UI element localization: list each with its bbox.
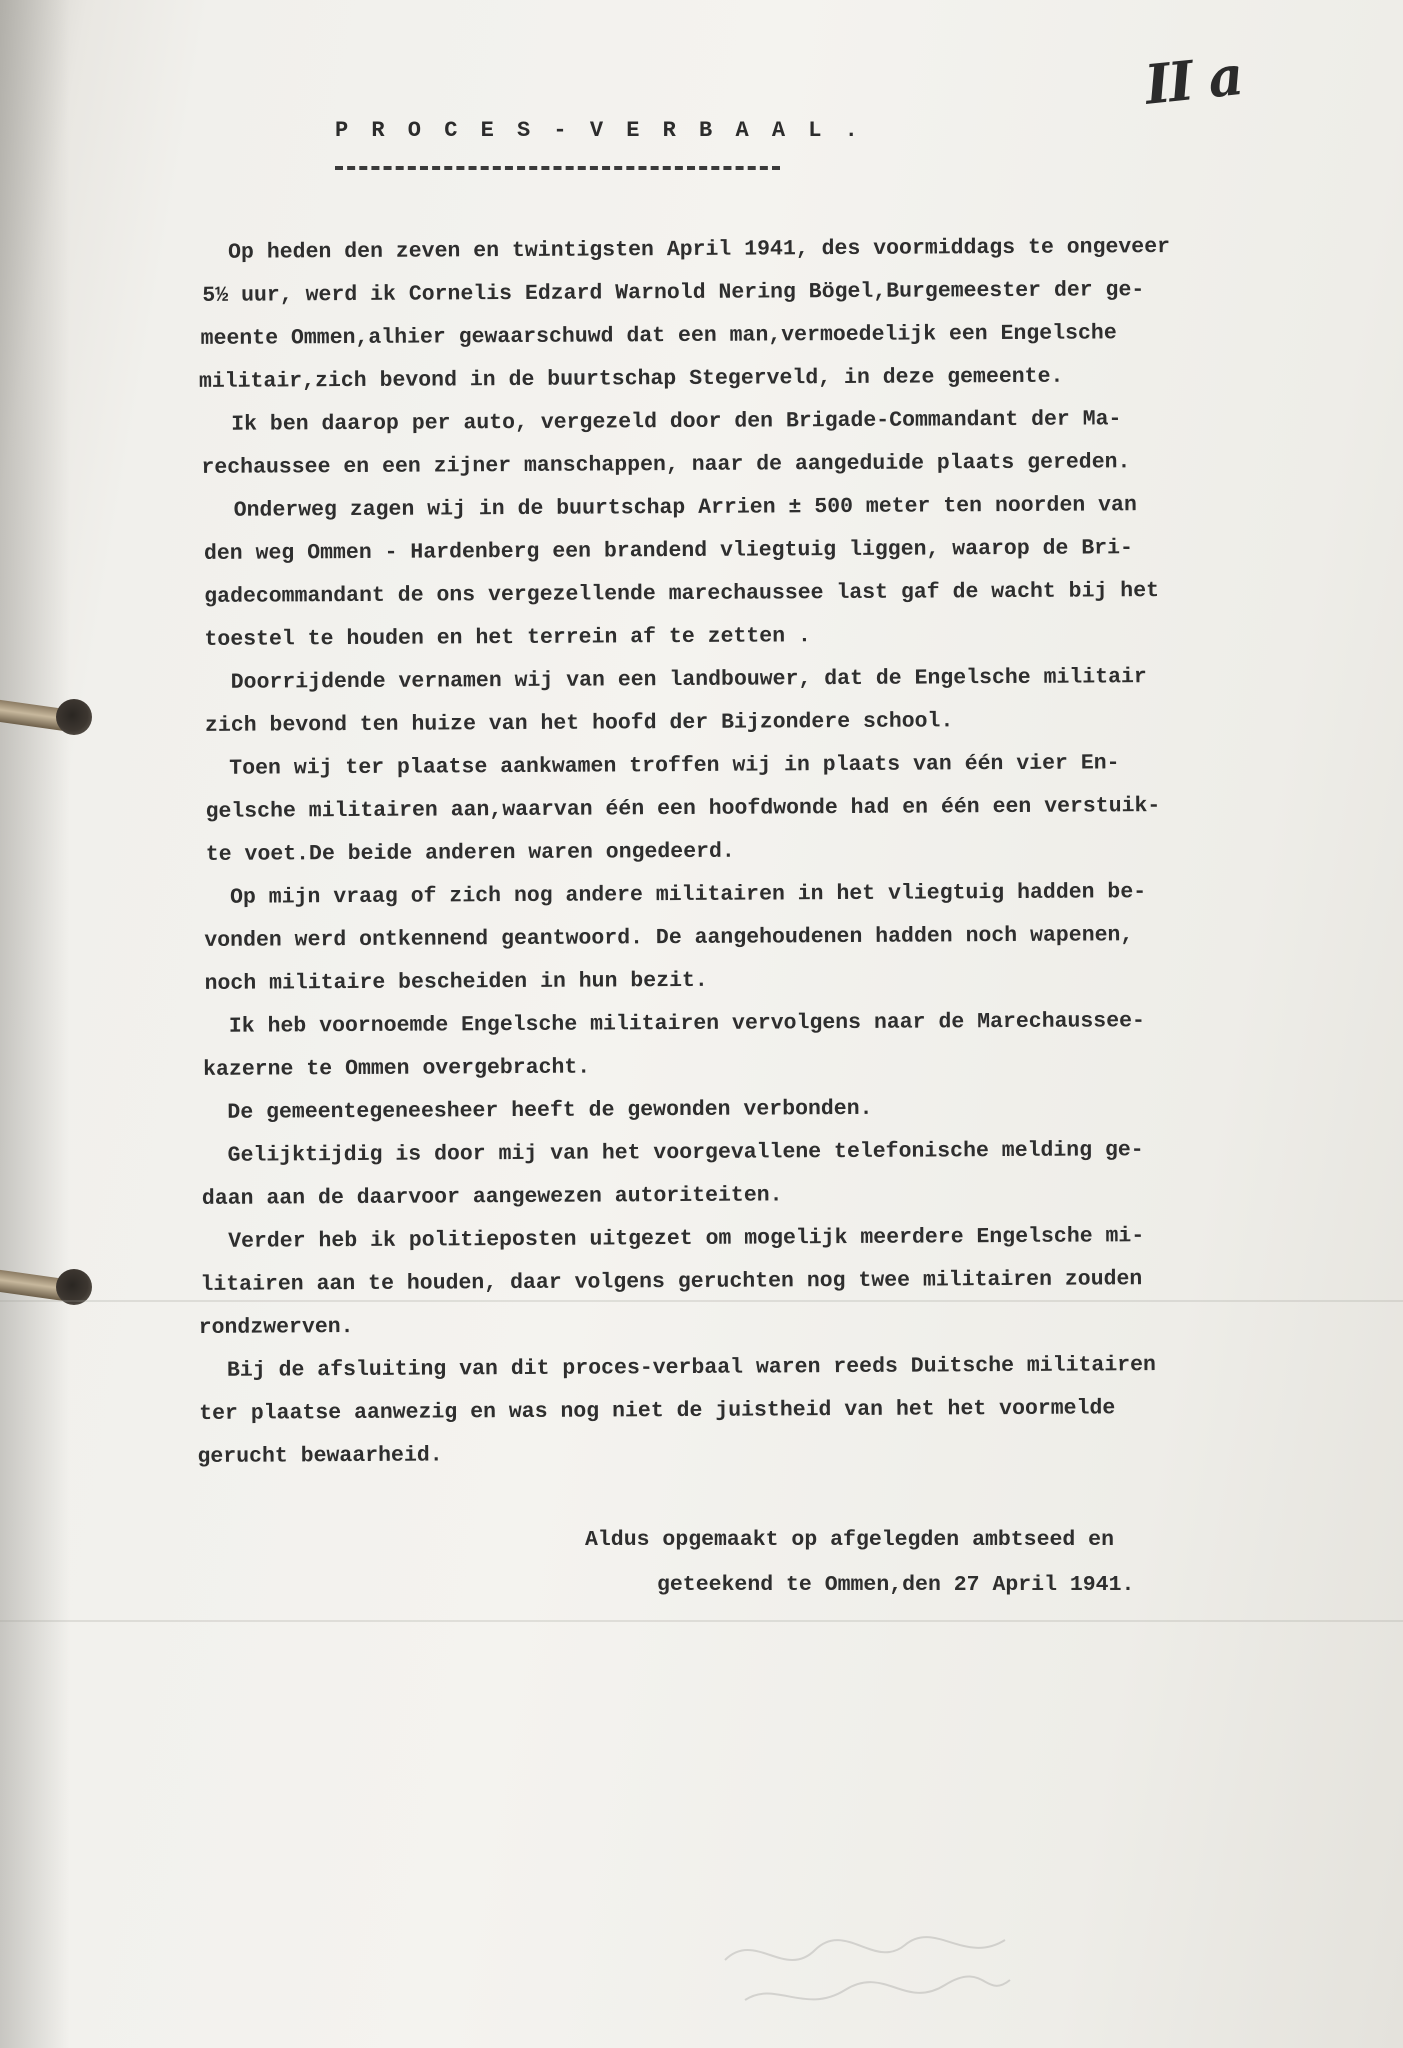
handwritten-page-number: II a	[1141, 43, 1245, 117]
body-line: den weg Ommen - Hardenberg een brandend vliegtuig liggen, waarop de Bri-	[203, 536, 1133, 566]
body-line: Op mijn vraag of zich nog andere militairen in het vliegtuig hadden be-	[229, 880, 1147, 910]
binder-ring-icon	[0, 1265, 100, 1311]
body-line: gadecommandant de ons vergezellende marechaussee last gaf de wacht bij het	[204, 579, 1160, 609]
body-line: vonden werd ontkennend geantwoord. De aangehoudenen hadden noch wapenen,	[204, 923, 1134, 953]
closing-line: geteekend te Ommen,den 27 April 1941.	[657, 1573, 1135, 1597]
body-line: gelsche militairen aan,waarvan één een hoofdwonde had en één een verstuik-	[205, 794, 1161, 824]
body-line: 5½ uur, werd ik Cornelis Edzard Warnold Nering Bögel,Burgemeester der ge-	[202, 278, 1145, 308]
paper-fold	[0, 1620, 1403, 1622]
body-line: toestel te houden en het terrein af te zetten .	[204, 624, 811, 652]
body-line: Verder heb ik politieposten uitgezet om mogelijk meerdere Engelsche mi-	[228, 1224, 1145, 1254]
body-line: Ik heb voornoemde Engelsche militairen vervolgens naar de Marechaussee-	[228, 1009, 1145, 1039]
body-line: De gemeentegeneesheer heeft de gewonden verbonden.	[227, 1096, 873, 1125]
body-line: litairen aan te houden, daar volgens geruchten nog twee militairen zouden	[200, 1267, 1143, 1297]
body-line: Op heden den zeven en twintigsten April 1941, des voormiddags te ongeveer	[228, 235, 1171, 265]
body-line: kazerne te Ommen overgebracht.	[203, 1055, 591, 1082]
body-line: daan aan de daarvoor aangewezen autoriteiten.	[201, 1183, 783, 1211]
body-line: Onderweg zagen wij in de buurtschap Arrien ± 500 meter ten noorden van	[233, 493, 1137, 523]
closing-statement	[585, 1518, 1134, 1608]
body-line: ter plaatse aanwezig en was nog niet de juistheid van het het voormelde	[199, 1396, 1116, 1426]
binder-ring-icon	[0, 695, 100, 741]
body-line: meente Ommen,alhier gewaarschuwd dat een man,vermoedelijk een Engelsche	[200, 321, 1117, 351]
body-line: Doorrijdende vernamen wij van een landbouwer, dat de Engelsche militair	[230, 665, 1147, 695]
document-title: P R O C E S - V E R B A A L .	[335, 118, 863, 143]
body-line: Bij de afsluiting van dit proces-verbaal waren reeds Duitsche militairen	[226, 1353, 1156, 1383]
title-underline	[335, 166, 780, 170]
body-line: zich bevond ten huize van het hoofd der Bijzondere school.	[204, 709, 954, 738]
document-body	[188, 225, 1306, 1479]
faded-signature	[715, 1920, 1015, 2030]
body-line: rechaussee en een zijner manschappen, naar de aangeduide plaats gereden.	[201, 450, 1131, 480]
body-line: militair,zich bevond in de buurtschap Stegerveld, in deze gemeente.	[198, 364, 1064, 394]
body-line: noch militaire bescheiden in hun bezit.	[204, 968, 708, 996]
body-line: Toen wij ter plaatse aankwamen troffen wij in plaats van één vier En-	[229, 751, 1120, 781]
body-line: rondzwerven.	[198, 1315, 354, 1340]
body-line: Gelijktijdig is door mij van het voorgevallene telefonische melding ge-	[227, 1138, 1144, 1168]
page-edge-shadow	[0, 0, 70, 2048]
body-line: gerucht bewaarheid.	[197, 1443, 443, 1469]
body-line: te voet.De beide anderen waren ongedeerd.	[205, 839, 735, 867]
body-line: Ik ben daarop per auto, vergezeld door den Brigade-Commandant der Ma-	[231, 407, 1122, 437]
closing-line: Aldus opgemaakt op afgelegden ambtseed en	[585, 1528, 1114, 1552]
